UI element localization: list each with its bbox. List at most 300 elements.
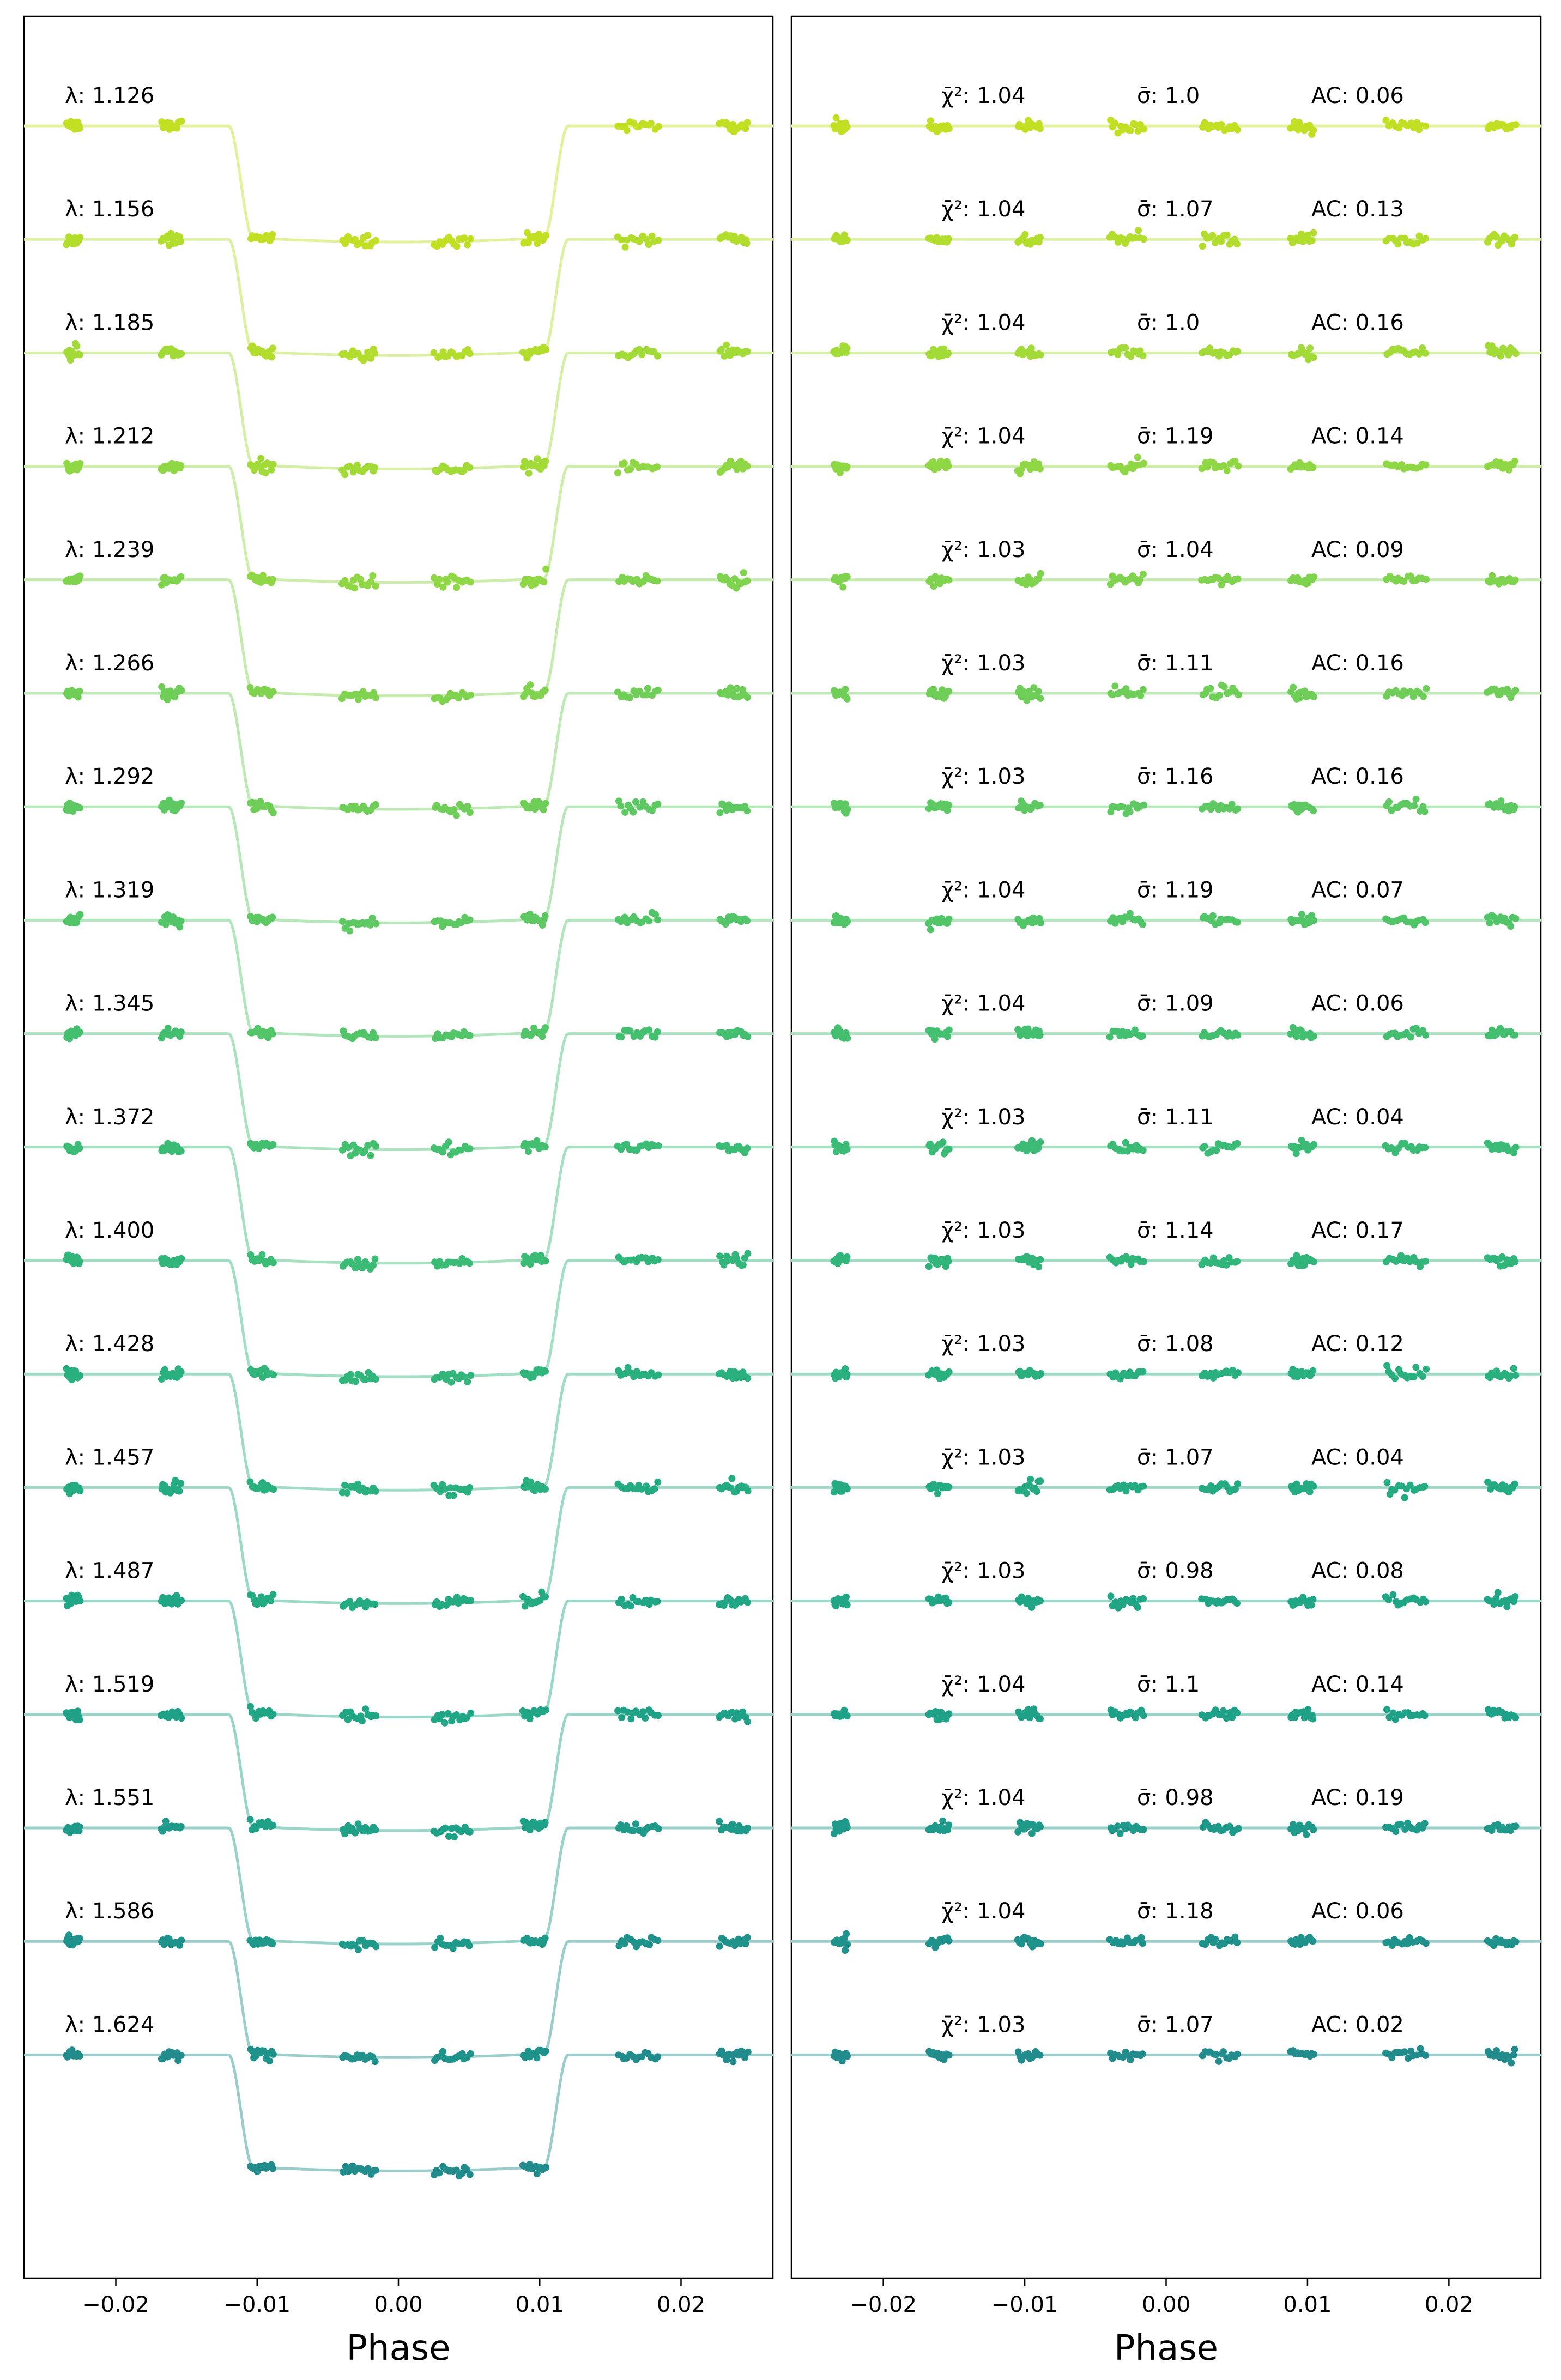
data-point (1310, 917, 1317, 924)
data-point (1139, 921, 1146, 928)
data-point (1401, 2048, 1408, 2055)
x-tick-label: 0.01 (1283, 2292, 1332, 2317)
data-point (946, 1026, 953, 1033)
data-point (1037, 1940, 1044, 1947)
data-point (1310, 1483, 1317, 1490)
light-curve-series (24, 1105, 773, 1273)
model-curve (24, 693, 773, 809)
data-point (1310, 1258, 1317, 1265)
data-point (351, 584, 358, 591)
data-point (930, 583, 937, 590)
data-point (1235, 691, 1242, 698)
light-curve-series (24, 1672, 773, 1840)
data-point (1037, 125, 1044, 132)
data-point (1233, 1709, 1241, 1716)
data-point (1412, 1364, 1419, 1371)
ac-label: AC: 0.16 (1311, 764, 1404, 790)
data-point (270, 1371, 277, 1378)
data-point (639, 1708, 646, 1715)
data-point (1234, 126, 1241, 134)
data-point (76, 125, 83, 132)
model-curve (24, 1147, 773, 1263)
data-point (632, 1820, 639, 1827)
data-point (655, 687, 662, 694)
chi2-label: χ̄²: 1.03 (941, 1445, 1026, 1470)
x-axis-label: Phase (1114, 2328, 1219, 2369)
data-point (1423, 1940, 1430, 1947)
data-point (945, 462, 952, 469)
model-curve (24, 1034, 773, 1150)
data-point (1421, 1483, 1428, 1490)
wavelength-label: λ: 1.345 (65, 991, 155, 1016)
data-point (541, 578, 548, 585)
data-point (1037, 919, 1044, 926)
data-point (645, 917, 652, 924)
data-point (268, 353, 275, 360)
sigma-label: σ̄: 1.11 (1137, 1104, 1214, 1130)
data-point (269, 344, 276, 352)
data-point (1233, 1939, 1241, 1946)
data-point (744, 577, 751, 584)
data-point (453, 243, 461, 250)
data-point (1512, 915, 1519, 922)
data-point (927, 117, 934, 124)
light-curve-series (24, 651, 773, 819)
data-point (269, 1141, 276, 1148)
data-point (178, 1028, 185, 1035)
data-point (1497, 353, 1504, 360)
wavelength-label: λ: 1.519 (65, 1672, 155, 1697)
data-point (1140, 460, 1147, 467)
data-point (1139, 1940, 1146, 1947)
data-point (1511, 577, 1518, 584)
data-point (467, 916, 474, 923)
data-point (542, 1819, 549, 1826)
data-point (1229, 801, 1236, 808)
data-point (654, 916, 661, 923)
data-point (654, 578, 661, 585)
data-point (1423, 461, 1430, 468)
light-curve-series (24, 424, 773, 592)
data-point (270, 809, 277, 816)
data-point (76, 1716, 83, 1723)
data-point (844, 1253, 851, 1261)
data-point (655, 1825, 662, 1832)
data-point (844, 1941, 851, 1948)
ac-label: AC: 0.16 (1311, 651, 1404, 676)
wavelength-label: λ: 1.624 (65, 2012, 155, 2038)
residual-series (791, 1445, 1541, 1501)
data-point (542, 912, 549, 919)
data-point (1220, 2048, 1227, 2055)
data-point (177, 1480, 184, 1487)
wavelength-label: λ: 1.586 (65, 1899, 155, 1924)
wavelength-label: λ: 1.319 (65, 877, 155, 903)
data-point (1310, 464, 1317, 471)
data-point (844, 918, 851, 925)
data-point (542, 1593, 549, 1600)
data-point (1512, 350, 1520, 357)
data-point (450, 1492, 457, 1499)
data-point (723, 342, 730, 349)
ac-label: AC: 0.04 (1311, 1445, 1404, 1470)
data-point (1511, 234, 1518, 241)
data-point (622, 244, 629, 251)
data-point (654, 1598, 661, 1605)
wavelength-label: λ: 1.156 (65, 197, 155, 222)
data-point (1127, 808, 1134, 815)
data-point (1213, 1147, 1220, 1154)
data-point (1139, 1032, 1146, 1039)
data-point (467, 1710, 474, 1717)
data-point (744, 1033, 751, 1040)
data-point (645, 1026, 652, 1033)
data-point (269, 1822, 276, 1829)
data-point (1140, 571, 1147, 578)
data-point (270, 1486, 277, 1493)
data-point (654, 463, 661, 470)
data-point (843, 1930, 850, 1937)
light-curve-series (24, 877, 773, 1042)
data-point (1411, 802, 1418, 809)
data-point (618, 1033, 625, 1040)
data-point (939, 1818, 946, 1825)
data-point (1235, 463, 1242, 470)
data-point (614, 469, 621, 476)
chi2-label: χ̄²: 1.04 (941, 991, 1026, 1016)
data-point (844, 1035, 851, 1042)
data-point (178, 917, 185, 924)
data-point (1310, 229, 1317, 237)
data-point (618, 1596, 625, 1603)
residual-series (791, 1672, 1541, 1723)
data-point (946, 577, 953, 584)
data-point (467, 1372, 474, 1379)
data-point (1037, 802, 1044, 809)
data-point (743, 807, 751, 814)
light-curve-series (24, 1445, 773, 1611)
data-point (1508, 2060, 1515, 2067)
data-point (1392, 1828, 1399, 1835)
data-point (1140, 686, 1147, 693)
chi2-label: χ̄²: 1.04 (941, 1672, 1026, 1697)
data-point (1233, 1140, 1241, 1147)
data-point (1296, 695, 1303, 702)
data-point (940, 1138, 947, 1146)
light-curve-series (24, 2012, 773, 2179)
data-point (540, 806, 547, 813)
data-point (76, 2052, 83, 2060)
data-point (1037, 1256, 1044, 1263)
data-point (372, 1376, 379, 1383)
data-point (467, 579, 474, 586)
data-point (1401, 1494, 1408, 1501)
data-point (76, 234, 83, 241)
model-curve (24, 580, 773, 696)
data-point (1421, 1144, 1429, 1151)
data-point (542, 346, 549, 353)
data-point (372, 1143, 379, 1150)
data-point (1421, 808, 1429, 815)
data-point (844, 1371, 851, 1378)
data-point (372, 1488, 379, 1495)
ac-label: AC: 0.09 (1311, 537, 1404, 562)
data-point (269, 576, 276, 583)
data-point (542, 1368, 549, 1375)
residual-series (791, 537, 1541, 591)
data-point (373, 920, 380, 928)
data-point (1511, 1032, 1518, 1039)
data-point (654, 1479, 661, 1486)
data-point (1235, 575, 1242, 582)
data-point (542, 1706, 549, 1713)
ac-label: AC: 0.08 (1311, 1558, 1404, 1584)
data-point (744, 1144, 751, 1152)
data-point (178, 1597, 185, 1604)
data-point (177, 238, 184, 245)
sigma-label: σ̄: 1.07 (1137, 2012, 1214, 2038)
chi2-label: χ̄²: 1.03 (941, 1331, 1026, 1357)
model-curve (24, 1261, 773, 1377)
data-point (742, 1940, 749, 1947)
model-curve (24, 126, 773, 242)
light-curve-series (24, 1899, 773, 2065)
sigma-label: σ̄: 1.19 (1137, 877, 1214, 903)
residual-series (791, 83, 1541, 138)
data-point (1512, 687, 1519, 694)
data-point (1310, 573, 1317, 580)
data-point (1215, 574, 1222, 582)
data-point (1310, 1033, 1317, 1040)
residual-series (791, 651, 1541, 704)
data-point (1422, 1032, 1429, 1039)
data-point (1035, 1144, 1042, 1152)
data-point (844, 1601, 851, 1608)
data-point (542, 2164, 549, 2171)
data-point (946, 1937, 953, 1945)
data-point (178, 573, 185, 580)
data-point (716, 1943, 723, 1950)
data-point (1122, 344, 1129, 352)
data-point (445, 1138, 452, 1146)
data-point (269, 1711, 276, 1718)
sigma-label: σ̄: 1.08 (1137, 1331, 1214, 1357)
sigma-label: σ̄: 1.07 (1137, 1445, 1214, 1470)
data-point (1422, 2052, 1429, 2059)
data-point (1037, 1823, 1044, 1830)
data-point (461, 234, 468, 241)
model-curve (24, 1715, 773, 1831)
data-point (1389, 1591, 1396, 1598)
data-point (1216, 692, 1223, 699)
chi2-label: χ̄²: 1.03 (941, 537, 1026, 562)
data-point (1037, 352, 1044, 359)
data-point (1303, 1831, 1310, 1838)
data-point (1420, 693, 1427, 700)
x-tick-label: 0.01 (515, 2292, 564, 2317)
data-point (343, 1489, 350, 1497)
data-point (542, 1143, 549, 1150)
data-point (76, 1824, 83, 1831)
data-point (352, 1378, 359, 1385)
data-point (1134, 1604, 1141, 1611)
data-point (533, 2054, 540, 2061)
data-point (1503, 1603, 1510, 1610)
data-point (654, 2053, 661, 2060)
data-point (927, 926, 934, 934)
data-point (655, 1712, 662, 1719)
model-curve (24, 1941, 773, 2057)
data-point (1512, 1144, 1520, 1151)
data-point (630, 1827, 637, 1834)
data-point (844, 1146, 851, 1153)
data-point (372, 1256, 379, 1263)
data-point (1117, 1830, 1124, 1837)
x-tick-label: −0.02 (82, 2292, 149, 2317)
data-point (842, 686, 849, 693)
data-point (1422, 123, 1429, 130)
data-point (1511, 458, 1518, 465)
model-curve (24, 1487, 773, 1603)
ac-label: AC: 0.16 (1311, 310, 1404, 336)
model-curve (24, 807, 773, 923)
light-curve-series (24, 537, 773, 705)
residual-series (791, 991, 1541, 1043)
data-point (464, 1378, 471, 1385)
residual-series (791, 1559, 1541, 1612)
data-point (945, 1710, 952, 1717)
light-curve-series (24, 1785, 773, 1953)
data-point (467, 692, 474, 699)
data-point (1310, 1826, 1317, 1833)
data-point (743, 240, 751, 247)
data-point (839, 584, 846, 591)
data-point (1390, 1710, 1397, 1717)
data-point (1309, 1937, 1316, 1945)
data-point (1108, 1592, 1115, 1600)
data-point (178, 1255, 185, 1262)
data-point (372, 583, 379, 590)
data-point (436, 576, 443, 583)
data-point (1310, 126, 1317, 134)
data-point (436, 2170, 443, 2177)
data-point (1233, 1600, 1241, 1607)
data-point (844, 1824, 851, 1831)
data-point (621, 459, 628, 467)
data-point (1512, 121, 1520, 128)
data-point (371, 1601, 378, 1608)
data-point (844, 695, 851, 703)
x-tick-label: −0.01 (223, 2292, 291, 2317)
data-point (270, 461, 277, 468)
model-curve (24, 1601, 773, 1717)
data-point (1419, 1373, 1426, 1380)
data-point (1415, 350, 1423, 358)
data-point (372, 237, 379, 244)
data-point (1310, 1596, 1317, 1603)
data-point (646, 1941, 653, 1948)
ac-label: AC: 0.04 (1311, 1104, 1404, 1130)
data-point (542, 2048, 549, 2055)
chi2-label: χ̄²: 1.03 (941, 764, 1026, 790)
model-curve (24, 920, 773, 1036)
data-point (1422, 1598, 1429, 1606)
sigma-label: σ̄: 1.0 (1137, 310, 1200, 336)
data-point (1310, 807, 1317, 814)
data-point (77, 911, 84, 918)
data-point (844, 237, 851, 244)
data-point (946, 1146, 953, 1153)
data-point (341, 1482, 348, 1489)
data-point (1234, 1032, 1241, 1039)
data-point (76, 1144, 83, 1152)
x-tick-label: 0.02 (656, 2292, 706, 2317)
light-curve-series (24, 991, 773, 1160)
data-point (270, 688, 277, 695)
data-point (1037, 1032, 1044, 1039)
data-point (740, 569, 747, 576)
data-point (945, 1483, 952, 1491)
data-point (178, 1368, 185, 1376)
data-point (444, 579, 451, 586)
data-point (1035, 1263, 1042, 1270)
data-point (655, 1371, 662, 1378)
data-point (178, 350, 185, 358)
model-curve (24, 1828, 773, 1944)
data-point (76, 1028, 83, 1035)
data-point (1037, 695, 1044, 702)
residual-series (791, 764, 1541, 817)
data-point (542, 1257, 549, 1264)
data-point (945, 235, 952, 243)
wavelength-label: λ: 1.126 (65, 83, 155, 108)
data-point (178, 118, 185, 125)
data-point (467, 1597, 474, 1604)
sigma-label: σ̄: 1.04 (1137, 537, 1214, 562)
data-point (843, 1594, 850, 1601)
data-point (439, 2048, 446, 2055)
data-point (525, 470, 533, 477)
data-point (1234, 2051, 1241, 2058)
data-point (1021, 231, 1028, 238)
data-point (1037, 1477, 1044, 1485)
data-point (946, 2051, 953, 2058)
data-point (925, 1263, 933, 1270)
data-point (630, 809, 637, 816)
data-point (654, 801, 661, 808)
data-point (464, 803, 471, 810)
data-point (1212, 1936, 1219, 1943)
data-point (1027, 1476, 1034, 1483)
x-axis-label: Phase (346, 2328, 451, 2369)
data-point (944, 1033, 951, 1040)
data-point (177, 462, 184, 469)
data-point (1512, 1714, 1519, 1721)
data-point (73, 343, 80, 350)
data-point (467, 235, 474, 243)
data-point (542, 687, 549, 694)
data-point (542, 1024, 549, 1031)
data-point (355, 1946, 362, 1953)
data-point (1422, 1258, 1429, 1265)
light-curve-series (24, 83, 773, 250)
data-point (1511, 1258, 1518, 1265)
data-point (1421, 1820, 1429, 1827)
sigma-label: σ̄: 1.07 (1137, 197, 1214, 222)
data-point (1304, 1706, 1311, 1713)
data-point (1201, 1143, 1208, 1150)
model-curve (24, 1374, 773, 1490)
